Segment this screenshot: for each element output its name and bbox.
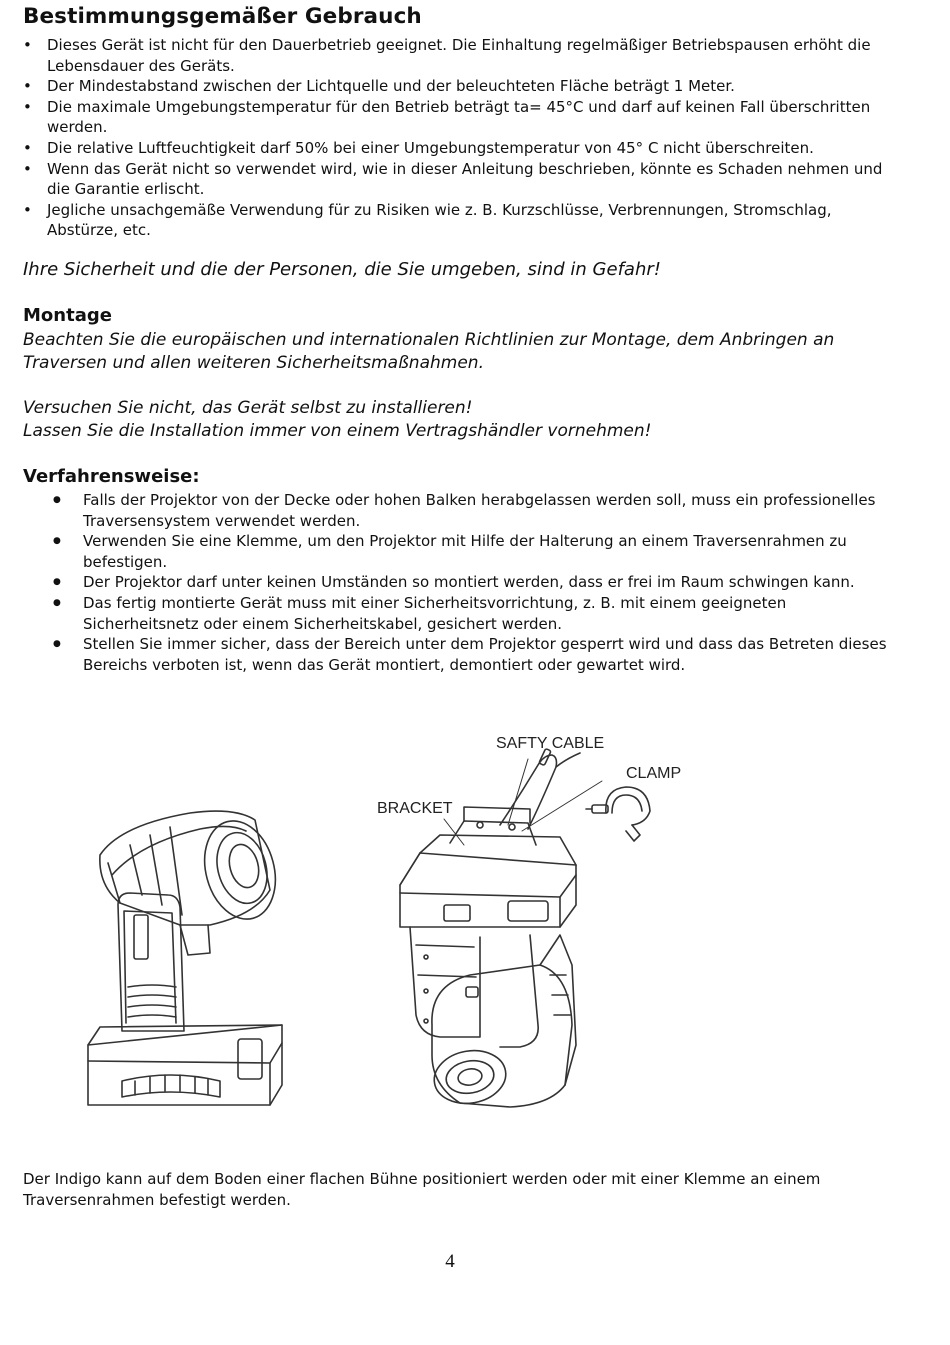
list-item: • Die maximale Umgebungstemperatur für den Betrieb beträgt ta= 45°C und darf auf keinen Fall überschritten werden.: [23, 97, 903, 138]
usage-list: [23, 35, 903, 241]
safety-cable-label: SAFTY CABLE: [496, 735, 605, 752]
montage-warning-1: Versuchen Sie nicht, das Gerät selbst zu installieren!: [23, 398, 473, 418]
list-item: ● Der Projektor darf unter keinen Umständen so montiert werden, dass er frei im Raum schwingen kann.: [53, 572, 903, 593]
figure-caption: Der Indigo kann auf dem Boden einer flachen Bühne positioniert werden oder mit einer Klemme an einem Traversenrahmen befestigt werden.: [23, 1170, 821, 1209]
standing-moving-head-drawing: [88, 811, 286, 1105]
montage-warning-2: Lassen Sie die Installation immer von einem Vertragshändler vornehmen!: [23, 421, 652, 441]
procedure-list: [53, 490, 903, 675]
safety-warning: Ihre Sicherheit und die der Personen, die Sie umgeben, sind in Gefahr!: [23, 259, 661, 280]
list-item: ● Falls der Projektor von der Decke oder hohen Balken herabgelassen werden soll, muss ein professionelles Traversensystem verwendet werden.: [53, 490, 903, 531]
list-item: ● Verwenden Sie eine Klemme, um den Projektor mit Hilfe der Halterung an einem Traversenrahmen zu befestigen.: [53, 531, 903, 572]
bracket-label: BRACKET: [377, 800, 453, 817]
list-item: • Wenn das Gerät nicht so verwendet wird, wie in dieser Anleitung beschrieben, könnte es Schaden nehmen und die Garantie erlischt.: [23, 159, 903, 200]
procedure-title: Verfahrensweise:: [23, 466, 200, 487]
section-title: Bestimmungsgemäßer Gebrauch: [23, 4, 422, 29]
montage-title: Montage: [23, 305, 112, 326]
list-item: • Der Mindestabstand zwischen der Lichtquelle und der beleuchteten Fläche beträgt 1 Meter.: [23, 76, 903, 97]
list-item: • Dieses Gerät ist nicht für den Dauerbetrieb geeignet. Die Einhaltung regelmäßiger Betriebspausen erhöht die Lebensdauer des Geräts.: [23, 35, 903, 76]
montage-text: Beachten Sie die europäischen und internationalen Richtlinien zur Montage, dem Anbringen an Traversen und allen weiteren Sicherheitsmaßnahmen.: [23, 330, 835, 373]
page-number: 4: [445, 1251, 455, 1272]
list-item: ● Stellen Sie immer sicher, dass der Bereich unter dem Projektor gesperrt wird und dass das Betreten dieses Bereichs verboten ist, wenn das Gerät montiert, demontiert oder gewartet wird.: [53, 634, 903, 675]
clamp-label: CLAMP: [626, 765, 682, 782]
list-item: ● Das fertig montierte Gerät muss mit einer Sicherheitsvorrichtung, z. B. mit einem geeigneten Sicherheitsnetz oder einem Sicherheitskabel, gesichert werden.: [53, 593, 903, 634]
list-item: • Jegliche unsachgemäße Verwendung für zu Risiken wie z. B. Kurzschlüsse, Verbrennungen, Stromschlag, Abstürze, etc.: [23, 200, 903, 241]
mounting-illustration: [60, 725, 720, 1125]
list-item: • Die relative Luftfeuchtigkeit darf 50% bei einer Umgebungstemperatur von 45° C nicht überschreiten.: [23, 138, 903, 159]
